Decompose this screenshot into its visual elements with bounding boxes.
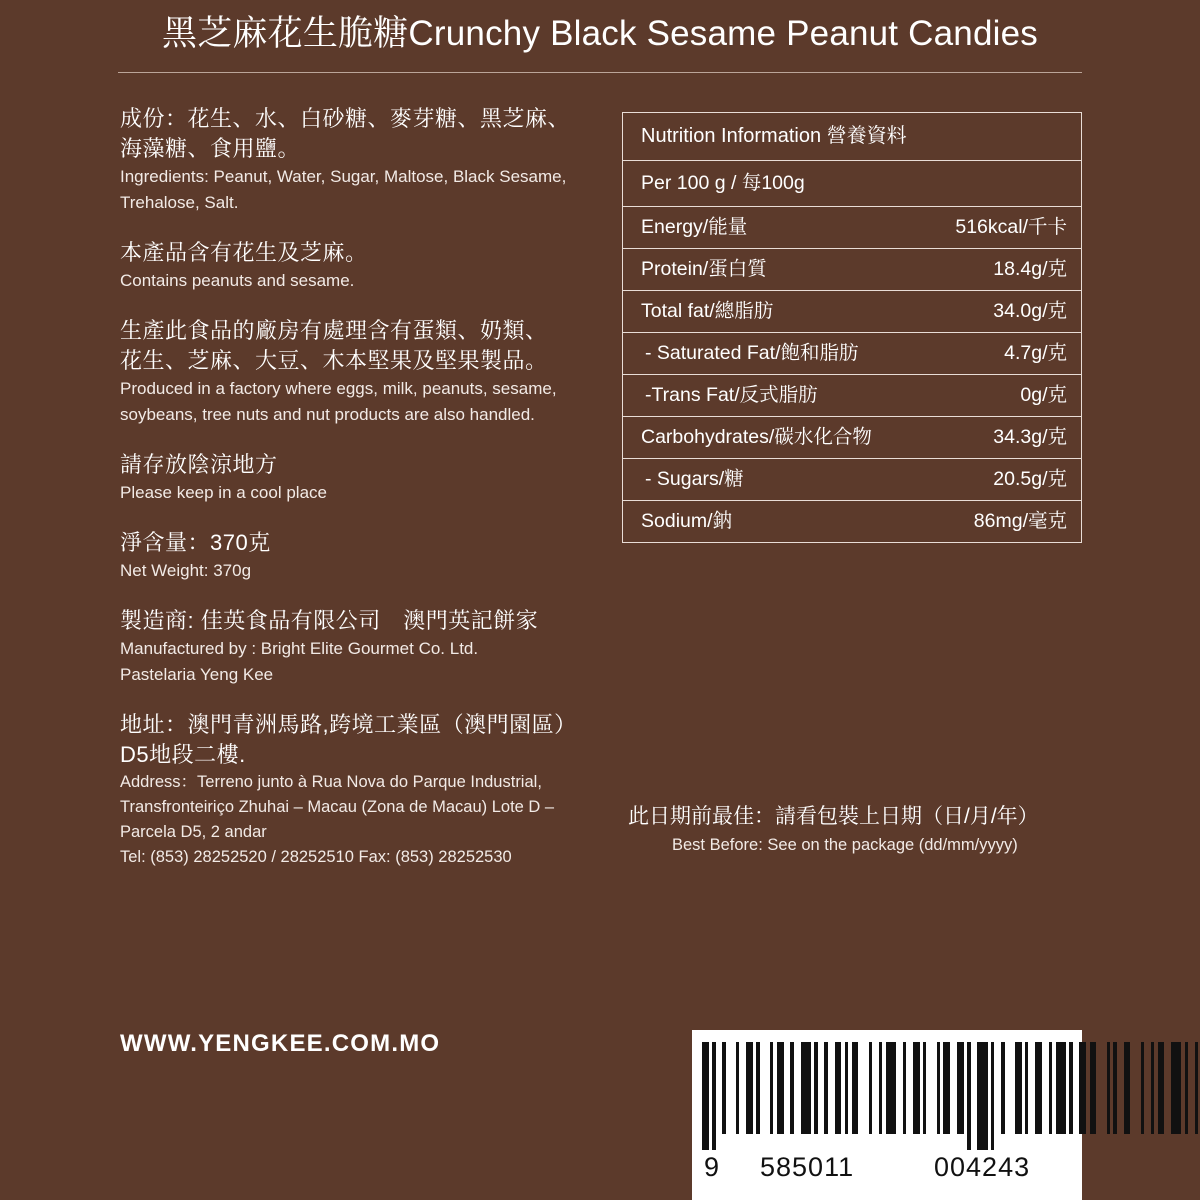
contact-line: Tel: (853) 28252520 / 28252510 Fax: (853) 28252530 — [120, 848, 512, 866]
factory-block — [120, 316, 620, 428]
nutrient-label-sodium: Sodium/鈉 — [641, 510, 733, 532]
table-row — [623, 249, 1081, 291]
nutrient-label-protein: Protein/蛋白質 — [641, 258, 767, 280]
nutrient-value-sodium: 86mg/毫克 — [973, 510, 1067, 532]
net-weight-block — [120, 528, 620, 584]
nutrient-value-energy: 516kcal/千卡 — [955, 216, 1067, 238]
nutrient-label-total-fat: Total fat/總脂肪 — [641, 300, 774, 322]
ingredients-en-line-2: Trehalose, Salt. — [120, 193, 239, 212]
nutrient-label-trans-fat: -Trans Fat/反式脂肪 — [645, 384, 818, 406]
barcode-digits-middle: 585011 — [760, 1152, 855, 1182]
barcode-digits-right: 004243 — [934, 1152, 1031, 1182]
nutrient-value-carbohydrates: 34.3g/克 — [993, 426, 1067, 448]
page-title — [118, 10, 1082, 58]
nutrition-heading: Nutrition Information 營養資料 — [641, 125, 907, 147]
manufacturer-en-line-2: Pastelaria Yeng Kee — [120, 665, 274, 684]
nutrition-table — [622, 112, 1082, 543]
manufacturer-cn: 製造商: 佳英食品有限公司 澳門英記餅家 — [120, 608, 539, 633]
table-row — [623, 375, 1081, 417]
nutrient-label-sugars: - Sugars/糖 — [645, 468, 744, 490]
nutrient-label-saturated-fat: - Saturated Fat/飽和脂肪 — [645, 342, 859, 364]
storage-cn: 請存放陰涼地方 — [120, 452, 278, 477]
table-row — [623, 291, 1081, 333]
net-weight-cn: 淨含量：370克 — [120, 530, 271, 555]
nutrient-value-total-fat: 34.0g/克 — [993, 300, 1067, 322]
factory-en-line-2: soybeans, tree nuts and nut products are also handled. — [120, 405, 535, 424]
address-cn-line-2: D5地段二樓. — [120, 742, 246, 767]
page-title-cn: 黑芝麻花生脆糖 — [162, 14, 409, 53]
table-row — [623, 459, 1081, 501]
ingredients-cn-line-2: 海藻糖、食用鹽。 — [120, 136, 301, 161]
best-before-block — [628, 802, 1088, 858]
nutrient-label-carbohydrates: Carbohydrates/碳水化合物 — [641, 426, 872, 448]
nutrient-label-energy: Energy/能量 — [641, 216, 748, 238]
nutrition-basis-row — [623, 161, 1081, 207]
barcode-bars — [702, 1042, 1072, 1150]
storage-block — [120, 450, 620, 506]
best-before-cn: 此日期前最佳：請看包裝上日期（日/月/年） — [628, 805, 1039, 828]
address-block — [120, 710, 620, 870]
table-row — [623, 333, 1081, 375]
factory-cn-line-1: 生產此食品的廠房有處理含有蛋類、奶類、 — [120, 318, 548, 343]
ingredients-block — [120, 104, 620, 216]
nutrient-value-protein: 18.4g/克 — [993, 258, 1067, 280]
net-weight-en: Net Weight: 370g — [120, 561, 252, 580]
page-title-en: Crunchy Black Sesame Peanut Candies — [408, 14, 1038, 53]
nutrition-basis: Per 100 g / 每100g — [641, 172, 805, 194]
allergen-cn: 本產品含有花生及芝麻。 — [120, 240, 368, 265]
factory-cn-line-2: 花生、芝麻、大豆、木本堅果及堅果製品。 — [120, 348, 548, 373]
ingredients-en-line-1: Ingredients: Peanut, Water, Sugar, Maltose, Black Sesame, — [120, 167, 567, 186]
address-en-line-2: Transfronteiriço Zhuhai – Macau (Zona de Macau) Lote D – — [120, 798, 555, 816]
manufacturer-block — [120, 606, 620, 688]
table-row — [623, 501, 1081, 542]
ingredients-cn-line-1: 成份：花生、水、白砂糖、麥芽糖、黑芝麻、 — [120, 106, 571, 131]
nutrition-heading-row — [623, 113, 1081, 161]
barcode-digits — [702, 1152, 1072, 1186]
address-en-line-1: Address：Terreno junto à Rua Nova do Parque Industrial, — [120, 773, 542, 791]
best-before-en: Best Before: See on the package (dd/mm/yyyy) — [672, 836, 1018, 854]
website-url[interactable]: WWW.YENGKEE.COM.MO — [120, 1030, 441, 1057]
manufacturer-en-line-1: Manufactured by : Bright Elite Gourmet Co. Ltd. — [120, 639, 479, 658]
factory-en-line-1: Produced in a factory where eggs, milk, peanuts, sesame, — [120, 379, 557, 398]
allergen-en: Contains peanuts and sesame. — [120, 271, 355, 290]
storage-en: Please keep in a cool place — [120, 483, 327, 502]
table-row — [623, 417, 1081, 459]
nutrient-value-saturated-fat: 4.7g/克 — [1004, 342, 1067, 364]
nutrient-value-sugars: 20.5g/克 — [993, 468, 1067, 490]
allergen-block — [120, 238, 620, 294]
product-info-column — [120, 104, 620, 892]
nutrient-value-trans-fat: 0g/克 — [1020, 384, 1067, 406]
title-divider — [118, 72, 1082, 73]
table-row — [623, 207, 1081, 249]
barcode-digit-left: 9 — [704, 1152, 721, 1182]
address-en-line-3: Parcela D5, 2 andar — [120, 823, 267, 841]
address-cn-line-1: 地址：澳門青洲馬路,跨境工業區（澳門園區） — [120, 712, 577, 737]
barcode — [692, 1030, 1082, 1200]
